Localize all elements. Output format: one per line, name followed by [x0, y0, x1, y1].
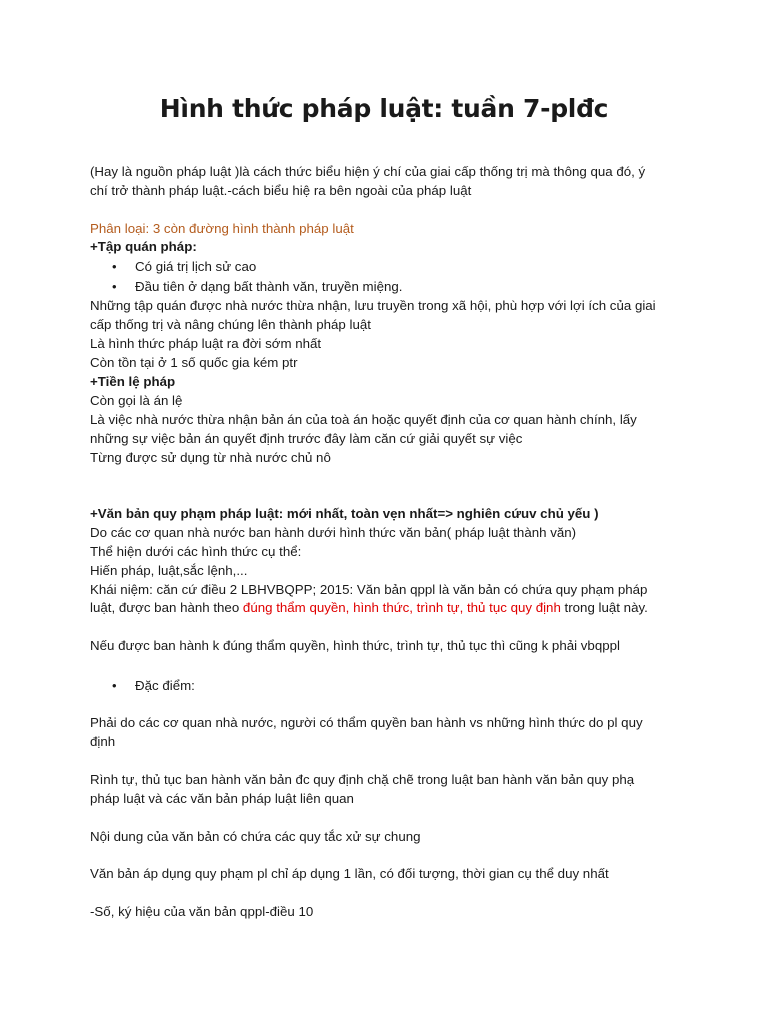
intro-line-1: (Hay là nguồn pháp luật )là cách thức biểu hiện ý chí của giai cấp thống trị mà thông qua đó, ý [90, 164, 646, 179]
legal-docs-note: Nếu được ban hành k đúng thẩm quyền, hình thức, trình tự, thủ tục thì cũng k phải vbqppl [90, 638, 620, 653]
page-title: Hình thức pháp luật: tuần 7-plđc [159, 94, 609, 123]
custom-line-2: cấp thống trị và nâng chúng lên thành pháp luật [90, 317, 371, 332]
precedent-line-1: Còn gọi là án lệ [90, 393, 183, 408]
feature-line-7: -Số, ký hiệu của văn bản qppl-điều 10 [90, 904, 314, 919]
legal-docs-line-5-highlight: đúng thẩm quyền, hình thức, trình tự, thủ tục quy định [242, 600, 561, 615]
custom-bullet-2: Đầu tiên ở dạng bất thành văn, truyền miệng. [135, 279, 403, 294]
feature-line-3: Rình tự, thủ tục ban hành văn bản đc quy định chặ chẽ trong luật ban hành văn bản quy phạ [90, 772, 635, 787]
precedent-line-4: Từng được sử dụng từ nhà nước chủ nô [90, 450, 331, 465]
feature-line-4: pháp luật và các văn bản pháp luật liên quan [90, 791, 354, 806]
legal-docs-line-3: Hiến pháp, luật,sắc lệnh,... [90, 563, 248, 578]
legal-docs-line-4: Khái niệm: căn cứ điều 2 LBHVBQPP; 2015: Văn bản qppl là văn bản có chứa quy phạm pháp [90, 582, 648, 597]
feature-line-5: Nội dung của văn bản có chứa các quy tắc xử sự chung [90, 829, 421, 844]
legal-docs-line-5-post: trong luật này. [560, 600, 648, 615]
custom-line-1: Những tập quán được nhà nước thừa nhận, lưu truyền trong xã hội, phù hợp với lợi ích của giai [90, 298, 656, 313]
feature-line-6: Văn bản áp dụng quy phạm pl chỉ áp dụng 1 lần, có đối tượng, thời gian cụ thể duy nhất [90, 866, 609, 881]
custom-bullet-1: Có giá trị lịch sử cao [135, 259, 257, 274]
precedent-heading: +Tiền lệ pháp [90, 374, 176, 389]
legal-docs-line-2: Thể hiện dưới các hình thức cụ thể: [90, 544, 302, 559]
feature-line-2: định [90, 734, 116, 749]
custom-law-heading: +Tập quán pháp: [90, 239, 197, 254]
legal-docs-line-5 [90, 599, 690, 617]
custom-line-4: Còn tồn tại ở 1 số quốc gia kém ptr [90, 355, 298, 370]
feature-line-1: Phải do các cơ quan nhà nước, người có thẩm quyền ban hành vs những hình thức do pl quy [90, 715, 643, 730]
precedent-line-2: Là việc nhà nước thừa nhận bản án của toà án hoặc quyết định của cơ quan hành chính, lấy [90, 412, 637, 427]
legal-docs-heading: +Văn bản quy phạm pháp luật: mới nhất, toàn vẹn nhất=> nghiên cứuv chủ yếu ) [90, 506, 599, 521]
legal-docs-line-1: Do các cơ quan nhà nước ban hành dưới hình thức văn bản( pháp luật thành văn) [90, 525, 577, 540]
bullet-icon: • [112, 279, 117, 294]
legal-docs-line-5-pre: luật, được ban hành theo [90, 600, 243, 615]
custom-line-3: Là hình thức pháp luật ra đời sớm nhất [90, 336, 322, 351]
classification-heading: Phân loại: 3 còn đường hình thành pháp luật [90, 221, 354, 236]
precedent-line-3: những sự việc bản án quyết định trước đây làm căn cứ giải quyết sự việc [90, 431, 523, 446]
bullet-icon: • [112, 678, 117, 693]
features-bullet: Đặc điểm: [135, 678, 195, 693]
bullet-icon: • [112, 259, 117, 274]
intro-line-2: chí trở thành pháp luật.-cách biểu hiệ ra bên ngoài của pháp luật [90, 183, 472, 198]
